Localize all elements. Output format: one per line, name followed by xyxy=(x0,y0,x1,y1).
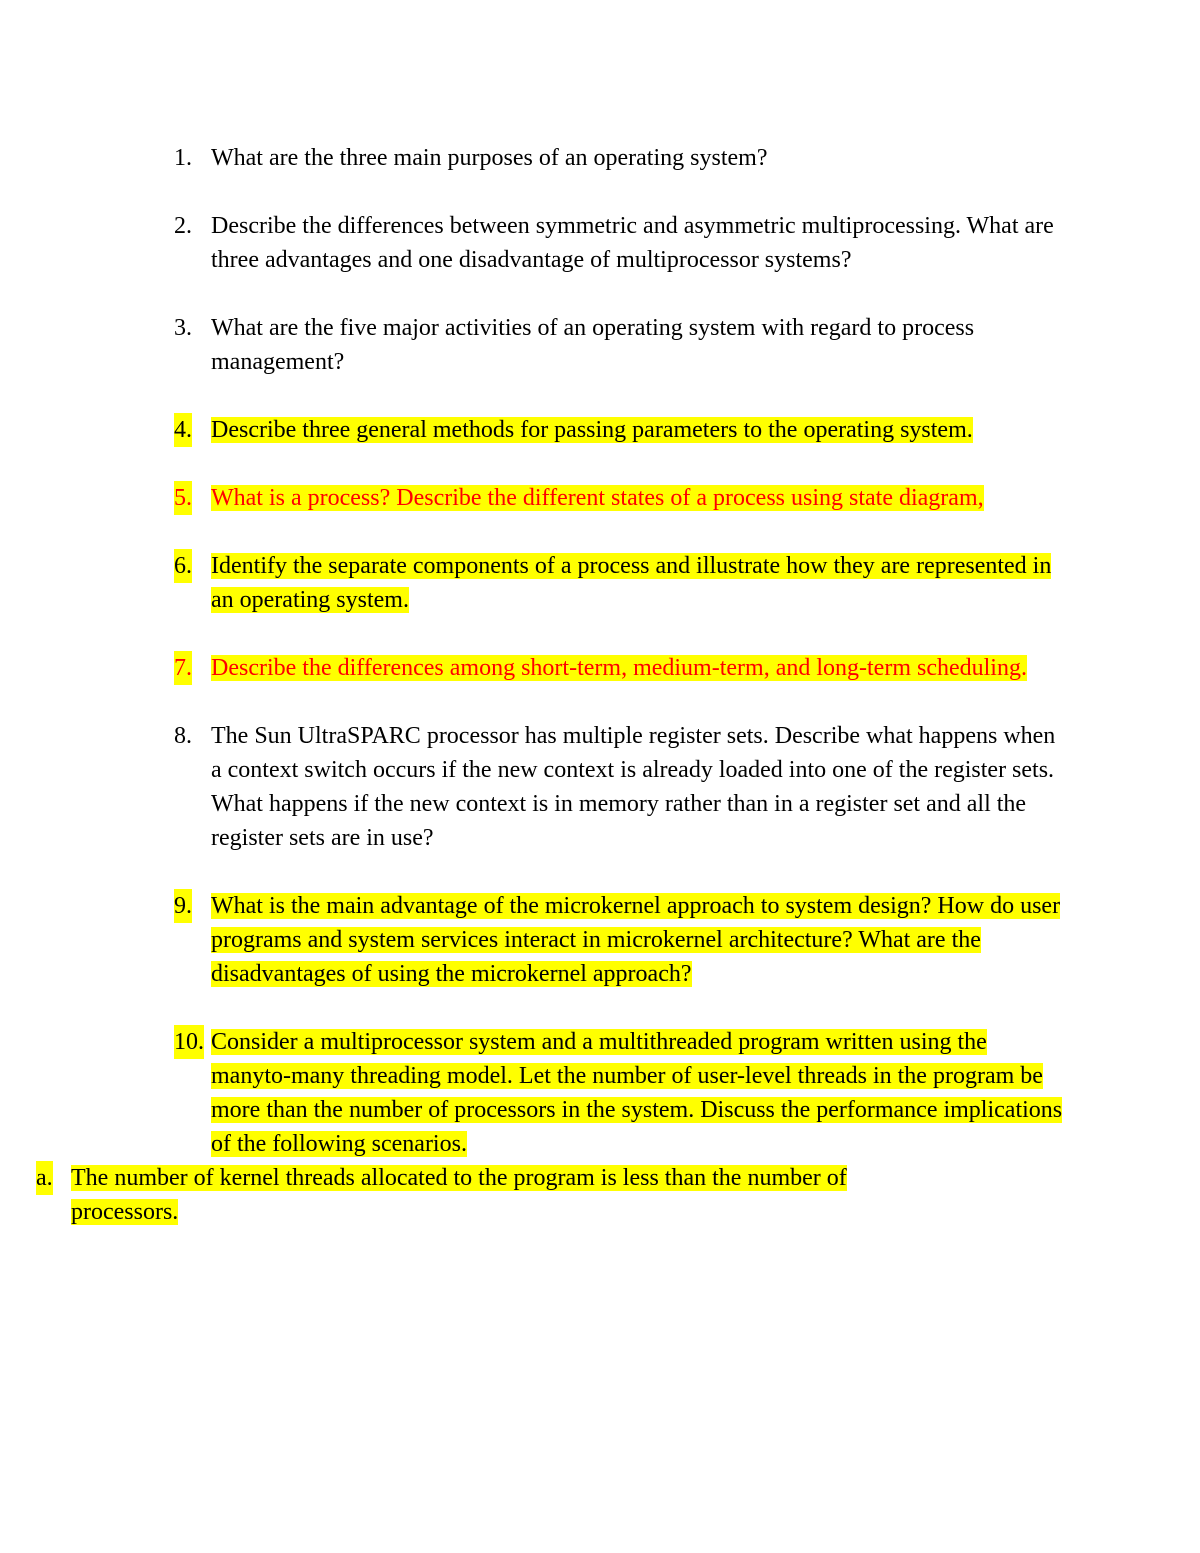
question-text: What is the main advantage of the microkernel approach to system design? How do user programs and system services interact in microkernel architecture? What are the disadvantages of using the microkernel approach? xyxy=(211,893,1061,987)
question-text: Consider a multiprocessor system and a multithreaded program written using the manyto-many threading model. Let the number of user-level threads in the program be more than the number of processors in the system. Discuss the performance implications of the following scenarios. xyxy=(211,1029,1063,1157)
question-text: Describe the differences between symmetric and asymmetric multiprocessing. What are three advantages and one disadvantage of multiprocessor systems? xyxy=(211,213,1054,273)
question-number: 4. xyxy=(174,413,192,447)
question-item-highlighted xyxy=(0,481,1200,515)
question-list xyxy=(0,141,1200,1263)
question-text: What are the five major activities of an operating system with regard to process management? xyxy=(211,315,975,375)
question-item xyxy=(0,141,1200,175)
question-item xyxy=(0,311,1200,379)
question-text: What is a process? Describe the different states of a process using state diagram, xyxy=(211,485,984,511)
question-number: 6. xyxy=(174,549,192,583)
question-item xyxy=(0,209,1200,277)
question-text: The Sun UltraSPARC processor has multiple register sets. Describe what happens when a context switch occurs if the new context is already loaded into one of the register sets. What happens if the new context is in memory rather than in a register set and all the register sets are in use? xyxy=(211,723,1056,851)
question-item-highlighted xyxy=(0,413,1200,447)
question-number: 7. xyxy=(174,651,192,685)
sub-question-text: The number of kernel threads allocated to the program is less than the number of processors. xyxy=(71,1165,847,1225)
question-item xyxy=(0,719,1200,855)
question-number: 1. xyxy=(174,145,192,171)
question-number: 8. xyxy=(174,723,192,749)
question-text: Identify the separate components of a process and illustrate how they are represented in an operating system. xyxy=(211,553,1052,613)
question-number: 5. xyxy=(174,481,192,515)
question-item-highlighted xyxy=(0,549,1200,617)
question-text: What are the three main purposes of an operating system? xyxy=(211,145,768,171)
question-text: Describe three general methods for passing parameters to the operating system. xyxy=(211,417,973,443)
question-number: 2. xyxy=(174,213,192,239)
question-item-highlighted xyxy=(0,651,1200,685)
question-number: 3. xyxy=(174,315,192,341)
sub-question-item xyxy=(0,1161,1200,1229)
question-text: Describe the differences among short-term, medium-term, and long-term scheduling. xyxy=(211,655,1027,681)
sub-question-list xyxy=(0,1161,1200,1229)
question-number: 9. xyxy=(174,889,192,923)
sub-question-letter: a. xyxy=(36,1161,53,1195)
question-number: 10. xyxy=(174,1025,204,1059)
question-item-highlighted xyxy=(0,889,1200,991)
question-item-highlighted xyxy=(0,1025,1200,1229)
